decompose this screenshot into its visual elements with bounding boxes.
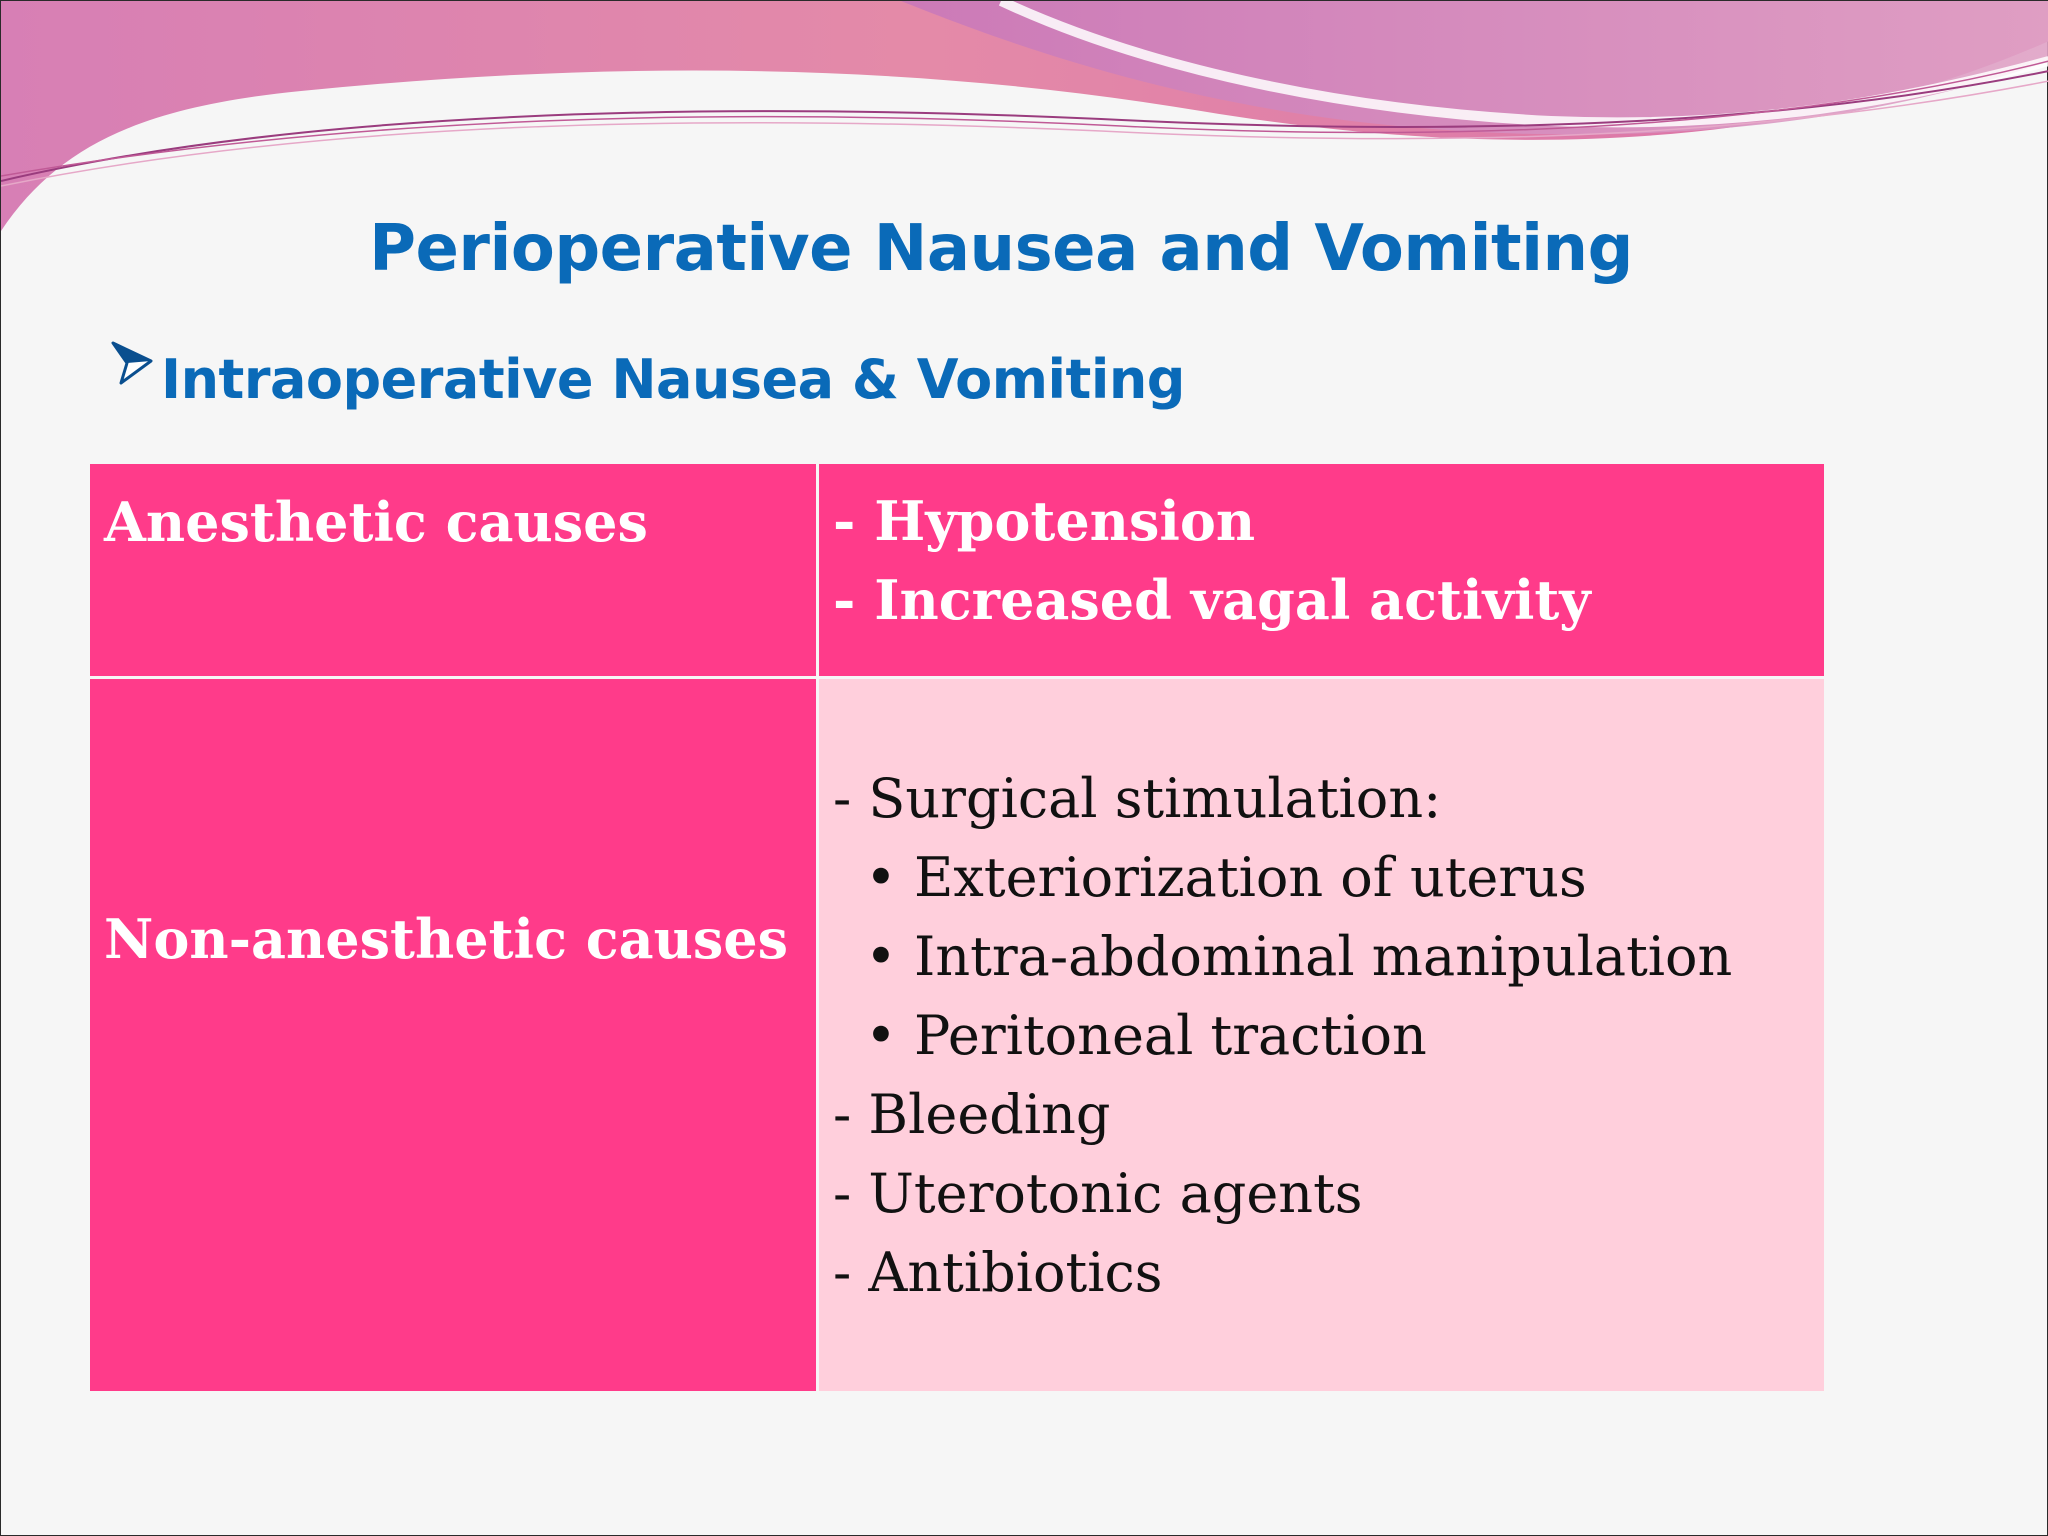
table-row [89, 463, 1826, 678]
row-label: Non-anesthetic causes [104, 907, 789, 971]
slide-title: Perioperative Nausea and Vomiting [369, 212, 1633, 286]
list-item: - Surgical stimulation: [833, 766, 1442, 830]
row-label: Anesthetic causes [89, 463, 818, 678]
list-sub-item: • Intra-abdominal manipulation [865, 924, 1733, 988]
row-items [818, 678, 1826, 1393]
row-items [818, 463, 1826, 678]
row-label-cell [89, 678, 818, 1393]
list-item: - Uterotonic agents [833, 1161, 1363, 1225]
arrow-bullet-icon [109, 339, 155, 391]
table-row [89, 678, 1826, 1393]
decorative-banner [1, 1, 2048, 241]
subtitle-row [109, 339, 1185, 419]
list-item: - Antibiotics [833, 1240, 1163, 1304]
causes-table [87, 461, 1827, 1394]
section-subtitle: Intraoperative Nausea & Vomiting [161, 347, 1185, 411]
list-sub-item: • Peritoneal traction [865, 1003, 1427, 1067]
list-item: - Hypotension [833, 489, 1256, 553]
list-sub-item: • Exteriorization of uterus [865, 845, 1587, 909]
list-item: - Increased vagal activity [833, 568, 1591, 632]
list-item: - Bleeding [833, 1082, 1111, 1146]
